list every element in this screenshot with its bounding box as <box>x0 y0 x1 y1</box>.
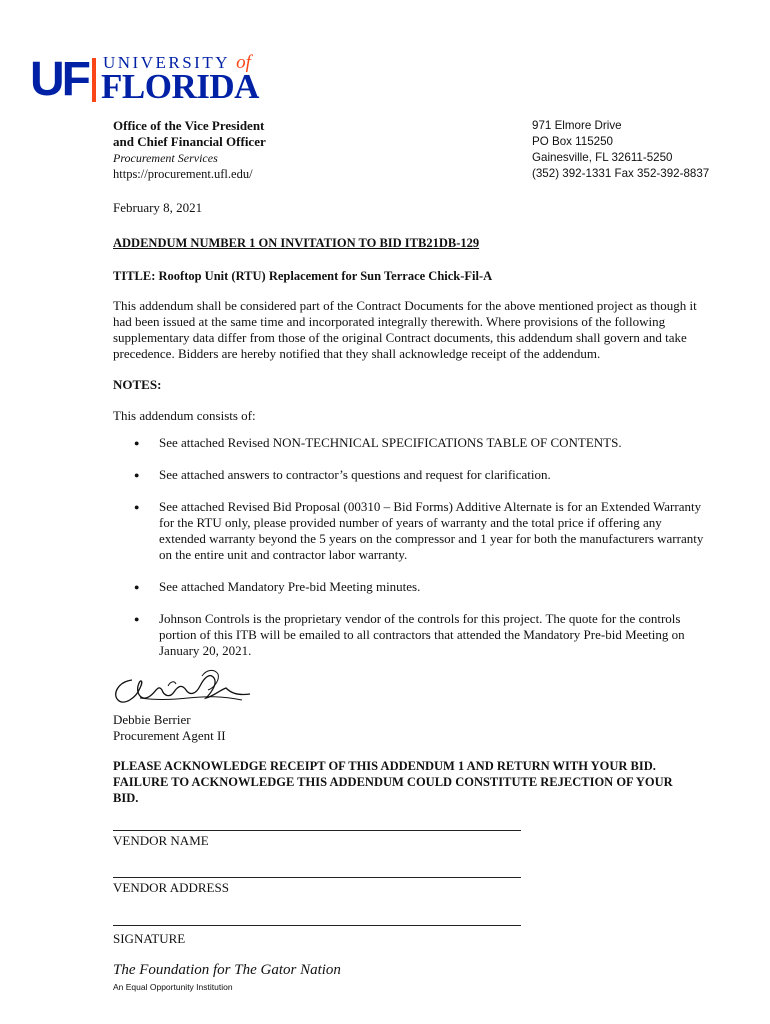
acknowledge-notice <box>113 758 733 806</box>
acknowledge-line: FAILURE TO ACKNOWLEDGE THIS ADDENDUM COULD CONSTITUTE REJECTION OF YOUR <box>113 775 673 789</box>
address-po-box: PO Box 115250 <box>532 135 613 148</box>
bullet-line: See attached Revised Bid Proposal (00310 – Bid Forms) Additive Alternate is for an Extended Warranty <box>159 499 702 514</box>
signer-block <box>113 712 713 744</box>
address-street: 971 Elmore Drive <box>532 119 622 132</box>
acknowledge-line: BID. <box>113 791 139 805</box>
intro-paragraph <box>113 298 733 362</box>
bullet-line: Johnson Controls is the proprietary vendor of the controls for this project. The quote for the controls <box>159 611 681 626</box>
notes-heading: NOTES: <box>113 377 162 392</box>
letter-date: February 8, 2021 <box>113 200 203 215</box>
address-block <box>532 118 709 182</box>
vendor-name-label: VENDOR NAME <box>113 833 209 848</box>
signature-label: SIGNATURE <box>113 931 186 946</box>
handwritten-signature <box>110 662 260 712</box>
bullet-icon: ● <box>134 582 140 592</box>
bullet-item-3 <box>159 499 724 563</box>
office-line-2: and Chief Financial Officer <box>113 134 266 149</box>
project-title: TITLE: Rooftop Unit (RTU) Replacement for Sun Terrace Chick-Fil-A <box>113 269 493 283</box>
office-line-3: Procurement Services <box>113 151 218 165</box>
logo-florida-text: FLORIDA <box>101 67 259 106</box>
bullet-line: portion of this ITB will be emailed to all contractors that attended the Mandatory Pre-bid Meeting on <box>159 627 685 642</box>
intro-line: This addendum shall be considered part of the Contract Documents for the above mentioned project as though it <box>113 298 697 313</box>
signer-name: Debbie Berrier <box>113 712 191 727</box>
logo-uf-monogram: UF <box>30 53 88 106</box>
bullet-line: See attached Mandatory Pre-bid Meeting minutes. <box>159 579 421 594</box>
bullet-item-1 <box>159 435 724 451</box>
bullet-line: January 20, 2021. <box>159 643 252 658</box>
logo-of-word: of <box>236 52 251 73</box>
bullet-item-5 <box>159 611 724 659</box>
bullet-line: on the entire unit and contractor labor warranty. <box>159 547 408 562</box>
footer-tagline: The Foundation for The Gator Nation <box>113 962 341 978</box>
footer-eeo: An Equal Opportunity Institution <box>113 982 233 992</box>
uf-logo <box>30 50 270 106</box>
bullet-icon: ● <box>134 438 140 448</box>
address-phone: (352) 392-1331 Fax 352-392-8837 <box>532 167 710 180</box>
bullet-item-4 <box>159 579 724 595</box>
signature-line[interactable] <box>113 925 521 926</box>
bullet-line: See attached Revised NON-TECHNICAL SPECIFICATIONS TABLE OF CONTENTS. <box>159 435 622 450</box>
vendor-address-line[interactable] <box>113 877 521 878</box>
office-block <box>113 118 266 182</box>
bullet-line: See attached answers to contractor’s questions and request for clarification. <box>159 467 551 482</box>
bullet-icon: ● <box>134 614 140 624</box>
acknowledge-line: PLEASE ACKNOWLEDGE RECEIPT OF THIS ADDENDUM 1 AND RETURN WITH YOUR BID. <box>113 759 656 773</box>
logo-university-word: UNIVERSITY <box>103 53 230 72</box>
signer-title: Procurement Agent II <box>113 728 226 743</box>
logo-divider <box>92 58 96 102</box>
bullet-line: extended warranty beyond the 5 years on the compressor and 1 year for both the manufacturers warranty <box>159 531 704 546</box>
bullet-line: for the RTU only, please provided number of years of warranty and the total price if offering any <box>159 515 662 530</box>
consists-of-text: This addendum consists of: <box>113 408 256 423</box>
address-city: Gainesville, FL 32611-5250 <box>532 151 673 164</box>
addendum-heading: ADDENDUM NUMBER 1 ON INVITATION TO BID ITB21DB-129 <box>113 236 480 250</box>
vendor-name-line[interactable] <box>113 830 521 831</box>
vendor-address-label: VENDOR ADDRESS <box>113 880 229 895</box>
intro-line: had been issued at the same time and incorporated integrally therewith. Where provisions of the following <box>113 314 666 329</box>
intro-line: supplementary data differ from those of the original Contract documents, this addendum shall govern and take <box>113 330 687 345</box>
bullet-icon: ● <box>134 502 140 512</box>
intro-line: precedence. Bidders are hereby notified that they shall acknowledge receipt of the addendum. <box>113 346 601 361</box>
bullet-icon: ● <box>134 470 140 480</box>
office-line-1: Office of the Vice President <box>113 118 265 133</box>
bullet-item-2 <box>159 467 724 483</box>
office-url[interactable]: https://procurement.ufl.edu/ <box>113 167 253 181</box>
